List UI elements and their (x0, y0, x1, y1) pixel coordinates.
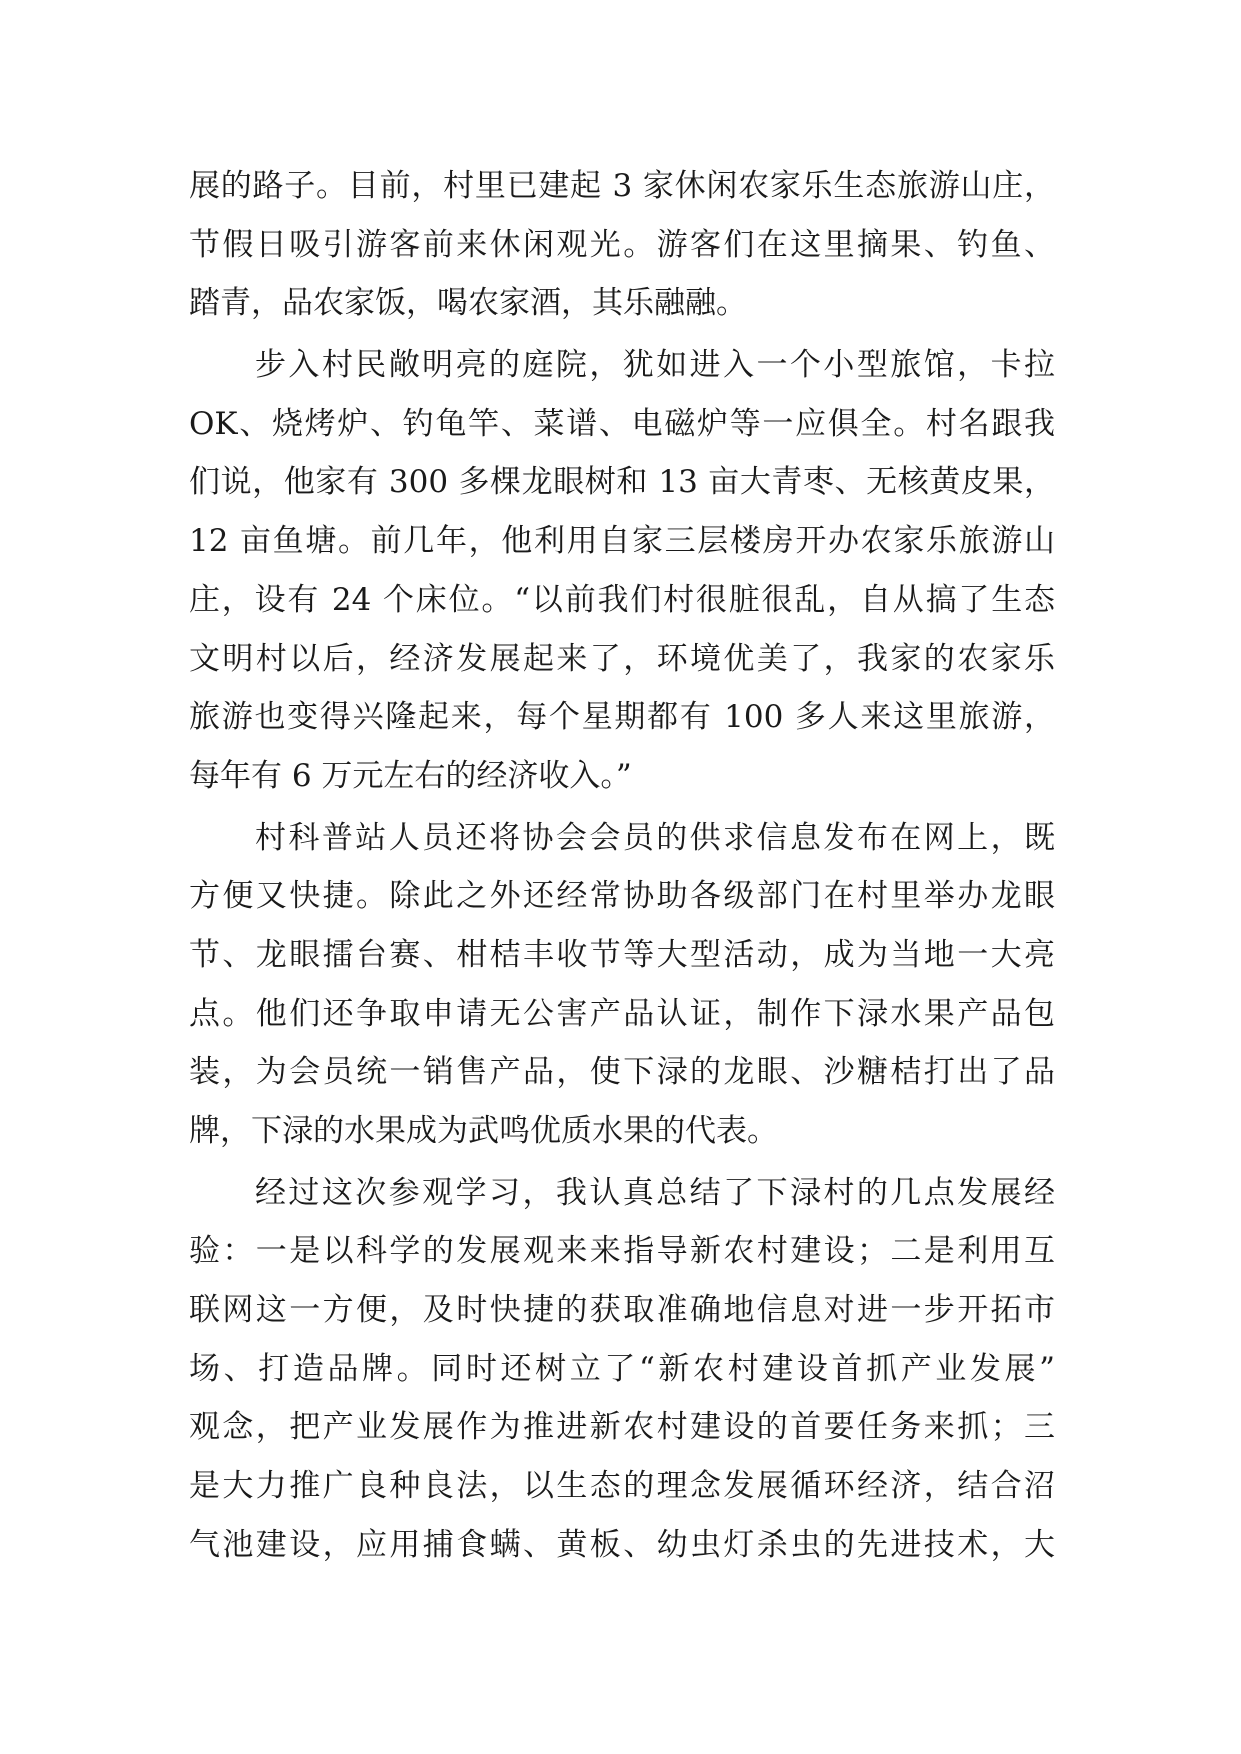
text-line: 经过这次参观学习，我认真总结了下渌村的几点发展经 (255, 1174, 1055, 1211)
text-line: 装，为会员统一销售产品，使下渌的龙眼、沙糖桔打出了品 (189, 1054, 1055, 1091)
text-line: 展的路子。目前，村里已建起 3 家休闲农家乐生态旅游山庄， (189, 168, 1055, 204)
text-line: 观念，把产业发展作为推进新农村建设的首要任务来抓；三 (189, 1409, 1055, 1446)
text-line: 步入村民敞明亮的庭院，犹如进入一个小型旅馆，卡拉 (255, 347, 1055, 384)
text-line: 牌，下渌的水果成为武鸣优质水果的代表。 (189, 1113, 778, 1149)
text-line: 验：一是以科学的发展观来来指导新农村建设；二是利用互 (189, 1233, 1055, 1270)
text-line: 踏青，品农家饭，喝农家酒，其乐融融。 (189, 285, 747, 322)
text-line: 节、龙眼擂台赛、柑桔丰收节等大型活动，成为当地一大亮 (189, 936, 1055, 973)
text-line: 气池建设，应用捕食螨、黄板、幼虫灯杀虫的先进技术，大 (189, 1526, 1055, 1563)
text-line: 文明村以后，经济发展起来了，环境优美了，我家的农家乐 (189, 640, 1055, 677)
paragraph (189, 336, 1055, 806)
paragraph (189, 157, 1055, 333)
text-line: 点。他们还争取申请无公害产品认证，制作下渌水果产品包 (189, 995, 1055, 1032)
text-line: 村科普站人员还将协会会员的供求信息发布在网上，既 (255, 819, 1055, 856)
text-line: 每年有 6 万元左右的经济收入。” (189, 757, 632, 794)
text-line: 是大力推广良种良法，以生态的理念发展循环经济，结合沼 (189, 1468, 1055, 1505)
text-line: 场、打造品牌。同时还树立了“新农村建设首抓产业发展” (189, 1350, 1055, 1387)
text-line: 旅游也变得兴隆起来，每个星期都有 100 多人来这里旅游， (189, 699, 1055, 736)
text-line: 方便又快捷。除此之外还经常协助各级部门在村里举办龙眼 (189, 878, 1055, 915)
text-line: 节假日吸引游客前来休闲观光。游客们在这里摘果、钓鱼、 (189, 226, 1055, 263)
text-line: 们说，他家有 300 多棵龙眼树和 13 亩大青枣、无核黄皮果， (189, 464, 1055, 501)
text-line: 庄，设有 24 个床位。“以前我们村很脏很乱，自从搞了生态 (189, 581, 1055, 618)
paragraph (189, 809, 1055, 1161)
text-line: OK、烧烤炉、钓龟竿、菜谱、电磁炉等一应俱全。村名跟我 (189, 405, 1055, 442)
text-line: 12 亩鱼塘。前几年，他利用自家三层楼房开办农家乐旅游山 (189, 523, 1055, 560)
paragraph (189, 1164, 1055, 1575)
document-body (189, 157, 1055, 1575)
text-line: 联网这一方便，及时快捷的获取准确地信息对进一步开拓市 (189, 1292, 1055, 1329)
